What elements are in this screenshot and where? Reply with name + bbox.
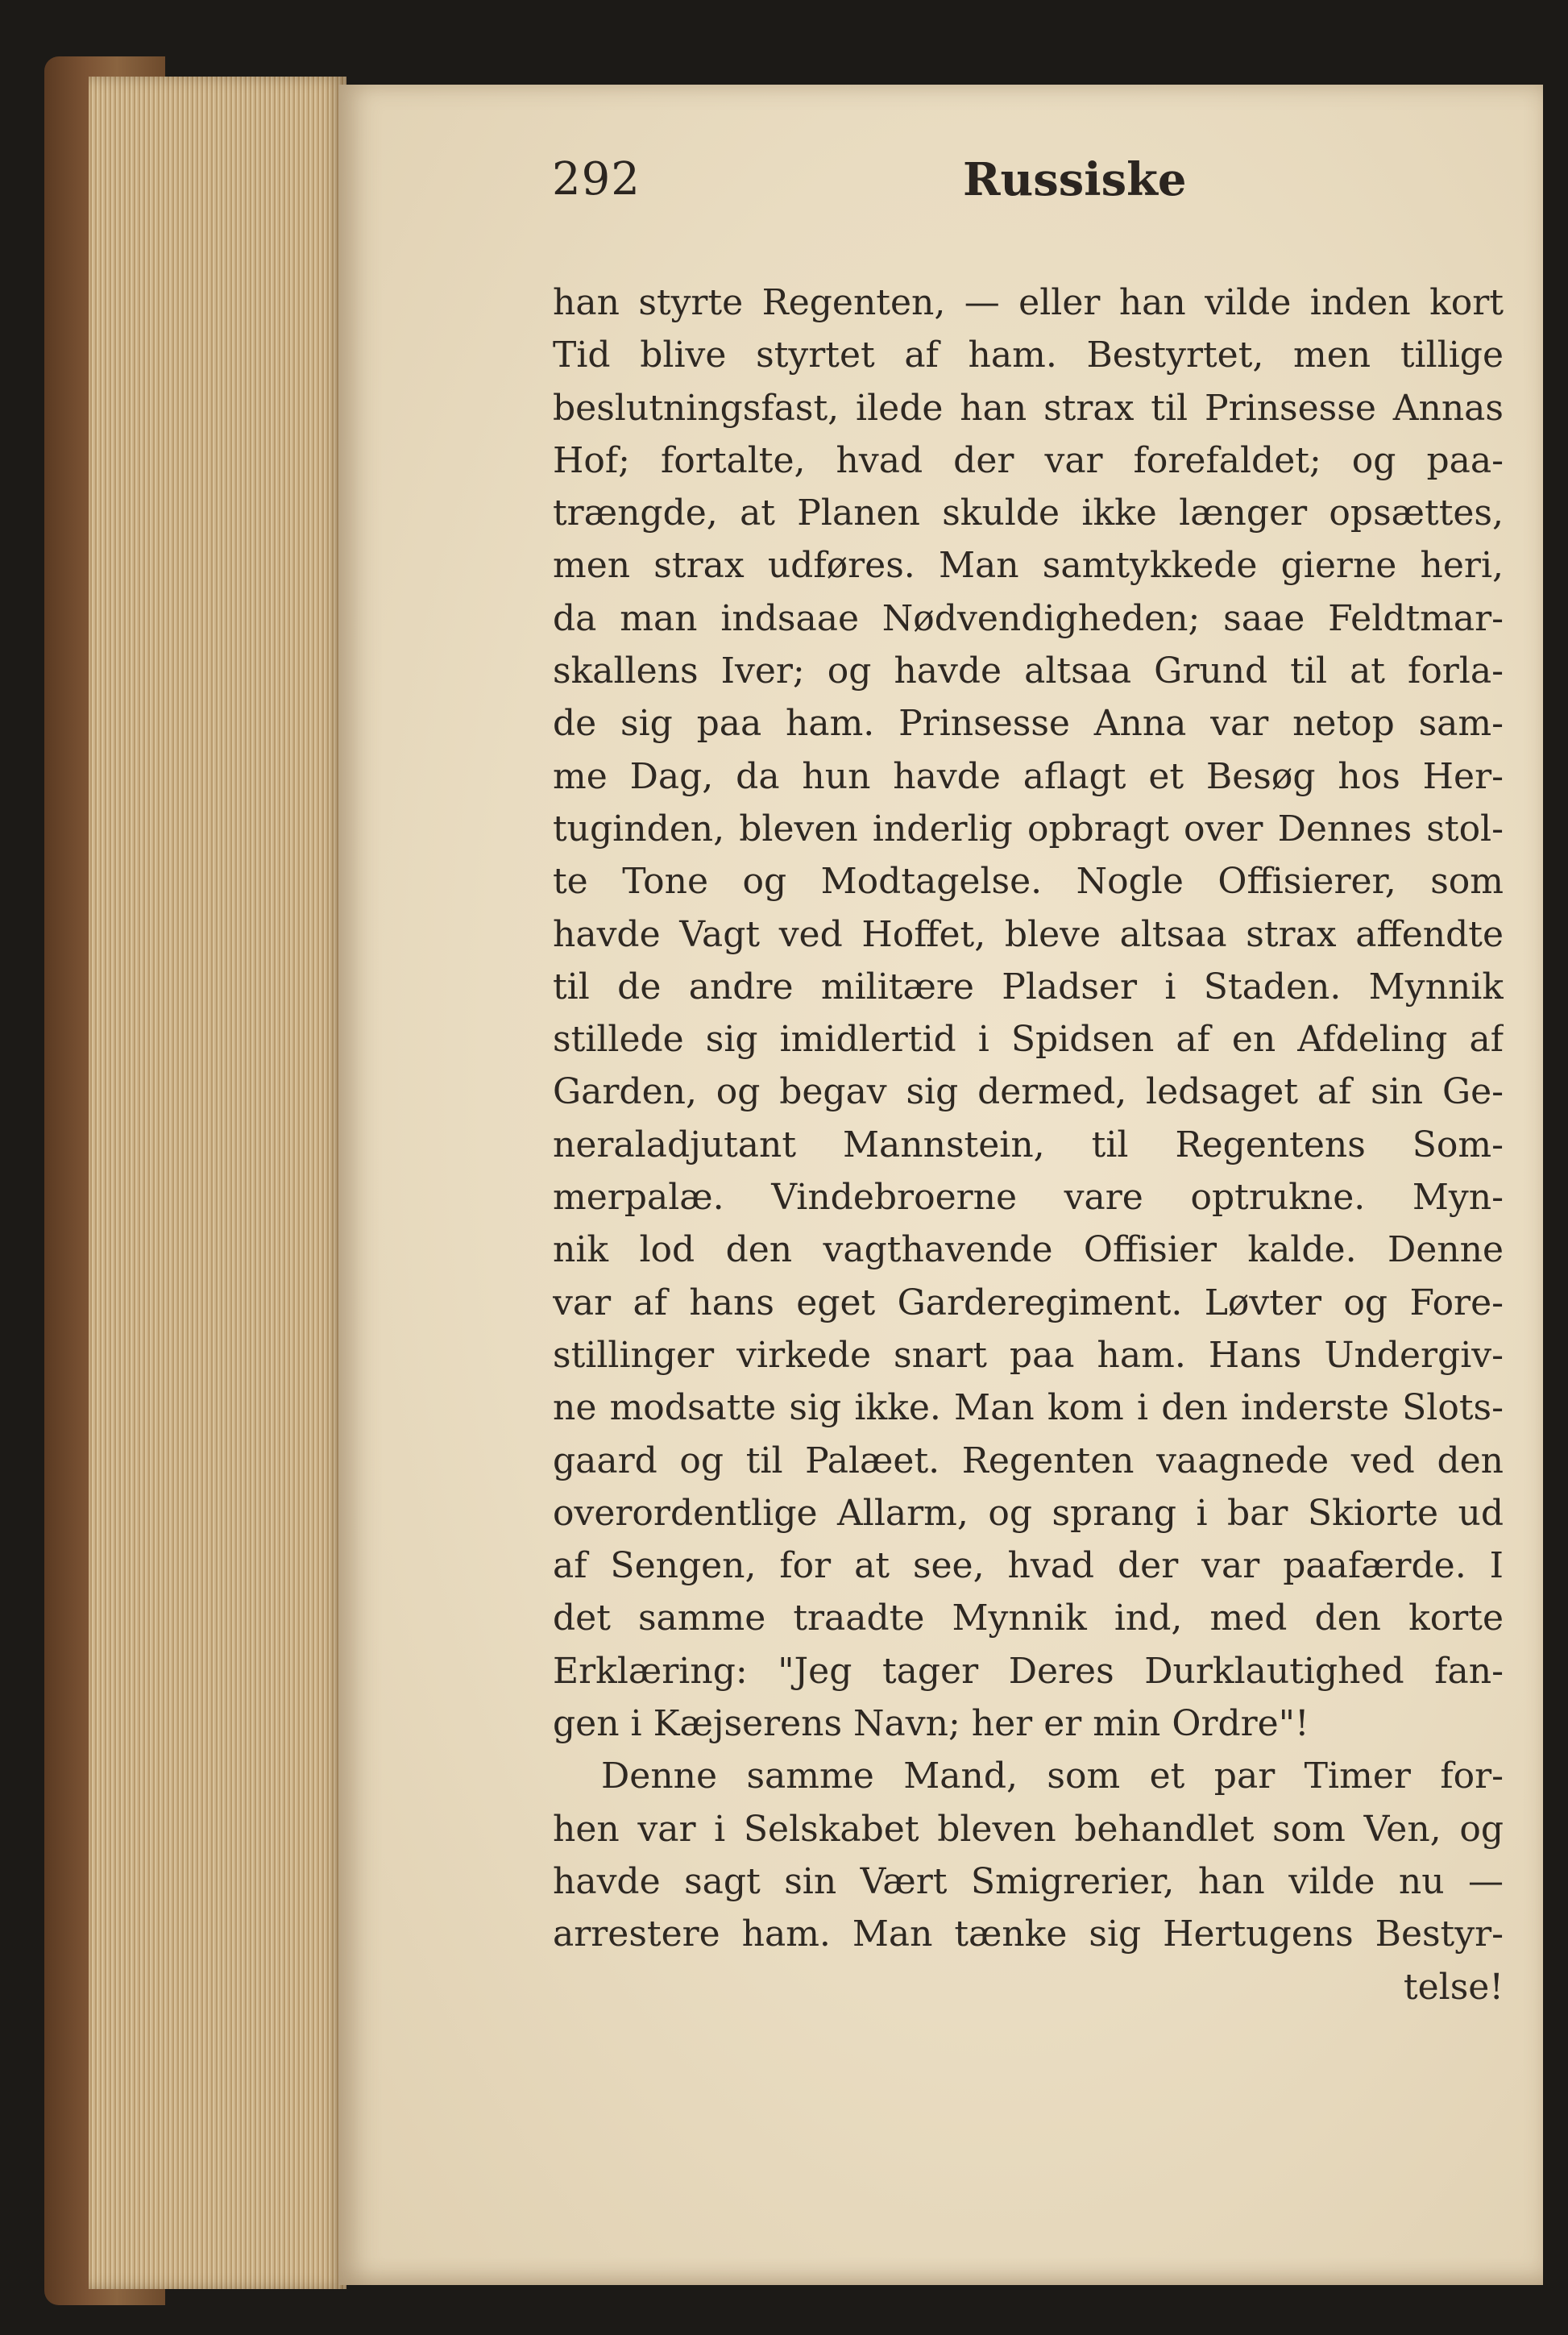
text-line: merpalæ. Vindebroerne vare optrukne. Myn-: [553, 1177, 1504, 1219]
body-text: [553, 276, 1504, 2013]
text-line: stillede sig imidlertid i Spidsen af en Afdeling af: [553, 1019, 1504, 1061]
text-line: Hof; fortalte, hvad der var forefaldet; og paa-: [553, 439, 1504, 481]
text-line: havde Vagt ved Hoffet, bleve altsaa strax affendte: [553, 913, 1504, 955]
text-line: neraladjutant Mannstein, til Regentens Som-: [553, 1124, 1504, 1165]
text-line: ne modsatte sig ikke. Man kom i den inderste Slots-: [553, 1387, 1504, 1429]
text-line: overordentlige Allarm, og sprang i bar Skiorte ud: [553, 1492, 1504, 1534]
text-line: det samme traadte Mynnik ind, med den korte: [553, 1598, 1504, 1639]
text-line: arrestere ham. Man tænke sig Hertugens Bestyr-: [553, 1913, 1504, 1955]
text-line: telse!: [1403, 1966, 1504, 2008]
text-line: var af hans eget Garderegiment. Løvter og Fore-: [553, 1282, 1504, 1323]
text-line: havde sagt sin Vært Smigrerier, han vilde nu —: [553, 1860, 1504, 1902]
text-line: beslutningsfast, ilede han strax til Prinsesse Annas: [553, 387, 1504, 429]
text-line: Erklæring: "Jeg tager Deres Durklautighed fan-: [553, 1650, 1504, 1692]
text-line: han styrte Regenten, — eller han vilde inden kort: [553, 282, 1504, 323]
text-line: tuginden, bleven inderlig opbragt over Dennes stol-: [553, 808, 1504, 850]
text-line: stillinger virkede snart paa ham. Hans Undergiv-: [553, 1334, 1504, 1376]
running-head: Russiske: [963, 153, 1187, 206]
text-line: te Tone og Modtagelse. Nogle Offisierer, som: [553, 861, 1504, 903]
text-line: Denne samme Mand, som et par Timer for-: [601, 1755, 1504, 1797]
page-stack-edge: [89, 77, 346, 2289]
text-line: hen var i Selskabet bleven behandlet som Ven, og: [553, 1808, 1504, 1850]
text-line: gen i Kæjserens Navn; her er min Ordre"!: [553, 1703, 1309, 1745]
text-line: Garden, og begav sig dermed, ledsaget af sin Ge-: [553, 1071, 1504, 1113]
page-number: 292: [552, 153, 641, 206]
text-line: skallens Iver; og havde altsaa Grund til at forla-: [553, 650, 1504, 692]
text-line: Tid blive styrtet af ham. Bestyrtet, men tillige: [553, 334, 1504, 376]
text-line: gaard og til Palæet. Regenten vaagnede ved den: [553, 1440, 1504, 1481]
text-line: trængde, at Planen skulde ikke længer opsættes,: [553, 492, 1504, 534]
text-line: me Dag, da hun havde aflagt et Besøg hos Her-: [553, 755, 1504, 797]
text-line: til de andre militære Pladser i Staden. Mynnik: [553, 966, 1504, 1008]
text-line: af Sengen, for at see, hvad der var paafærde. I: [553, 1545, 1504, 1587]
text-line: men strax udføres. Man samtykkede gierne heri,: [553, 545, 1504, 587]
text-line: nik lod den vagthavende Offisier kalde. Denne: [553, 1229, 1504, 1271]
text-line: da man indsaae Nødvendigheden; saae Feldtmar-: [553, 597, 1504, 639]
text-line: de sig paa ham. Prinsesse Anna var netop sam-: [553, 703, 1504, 745]
